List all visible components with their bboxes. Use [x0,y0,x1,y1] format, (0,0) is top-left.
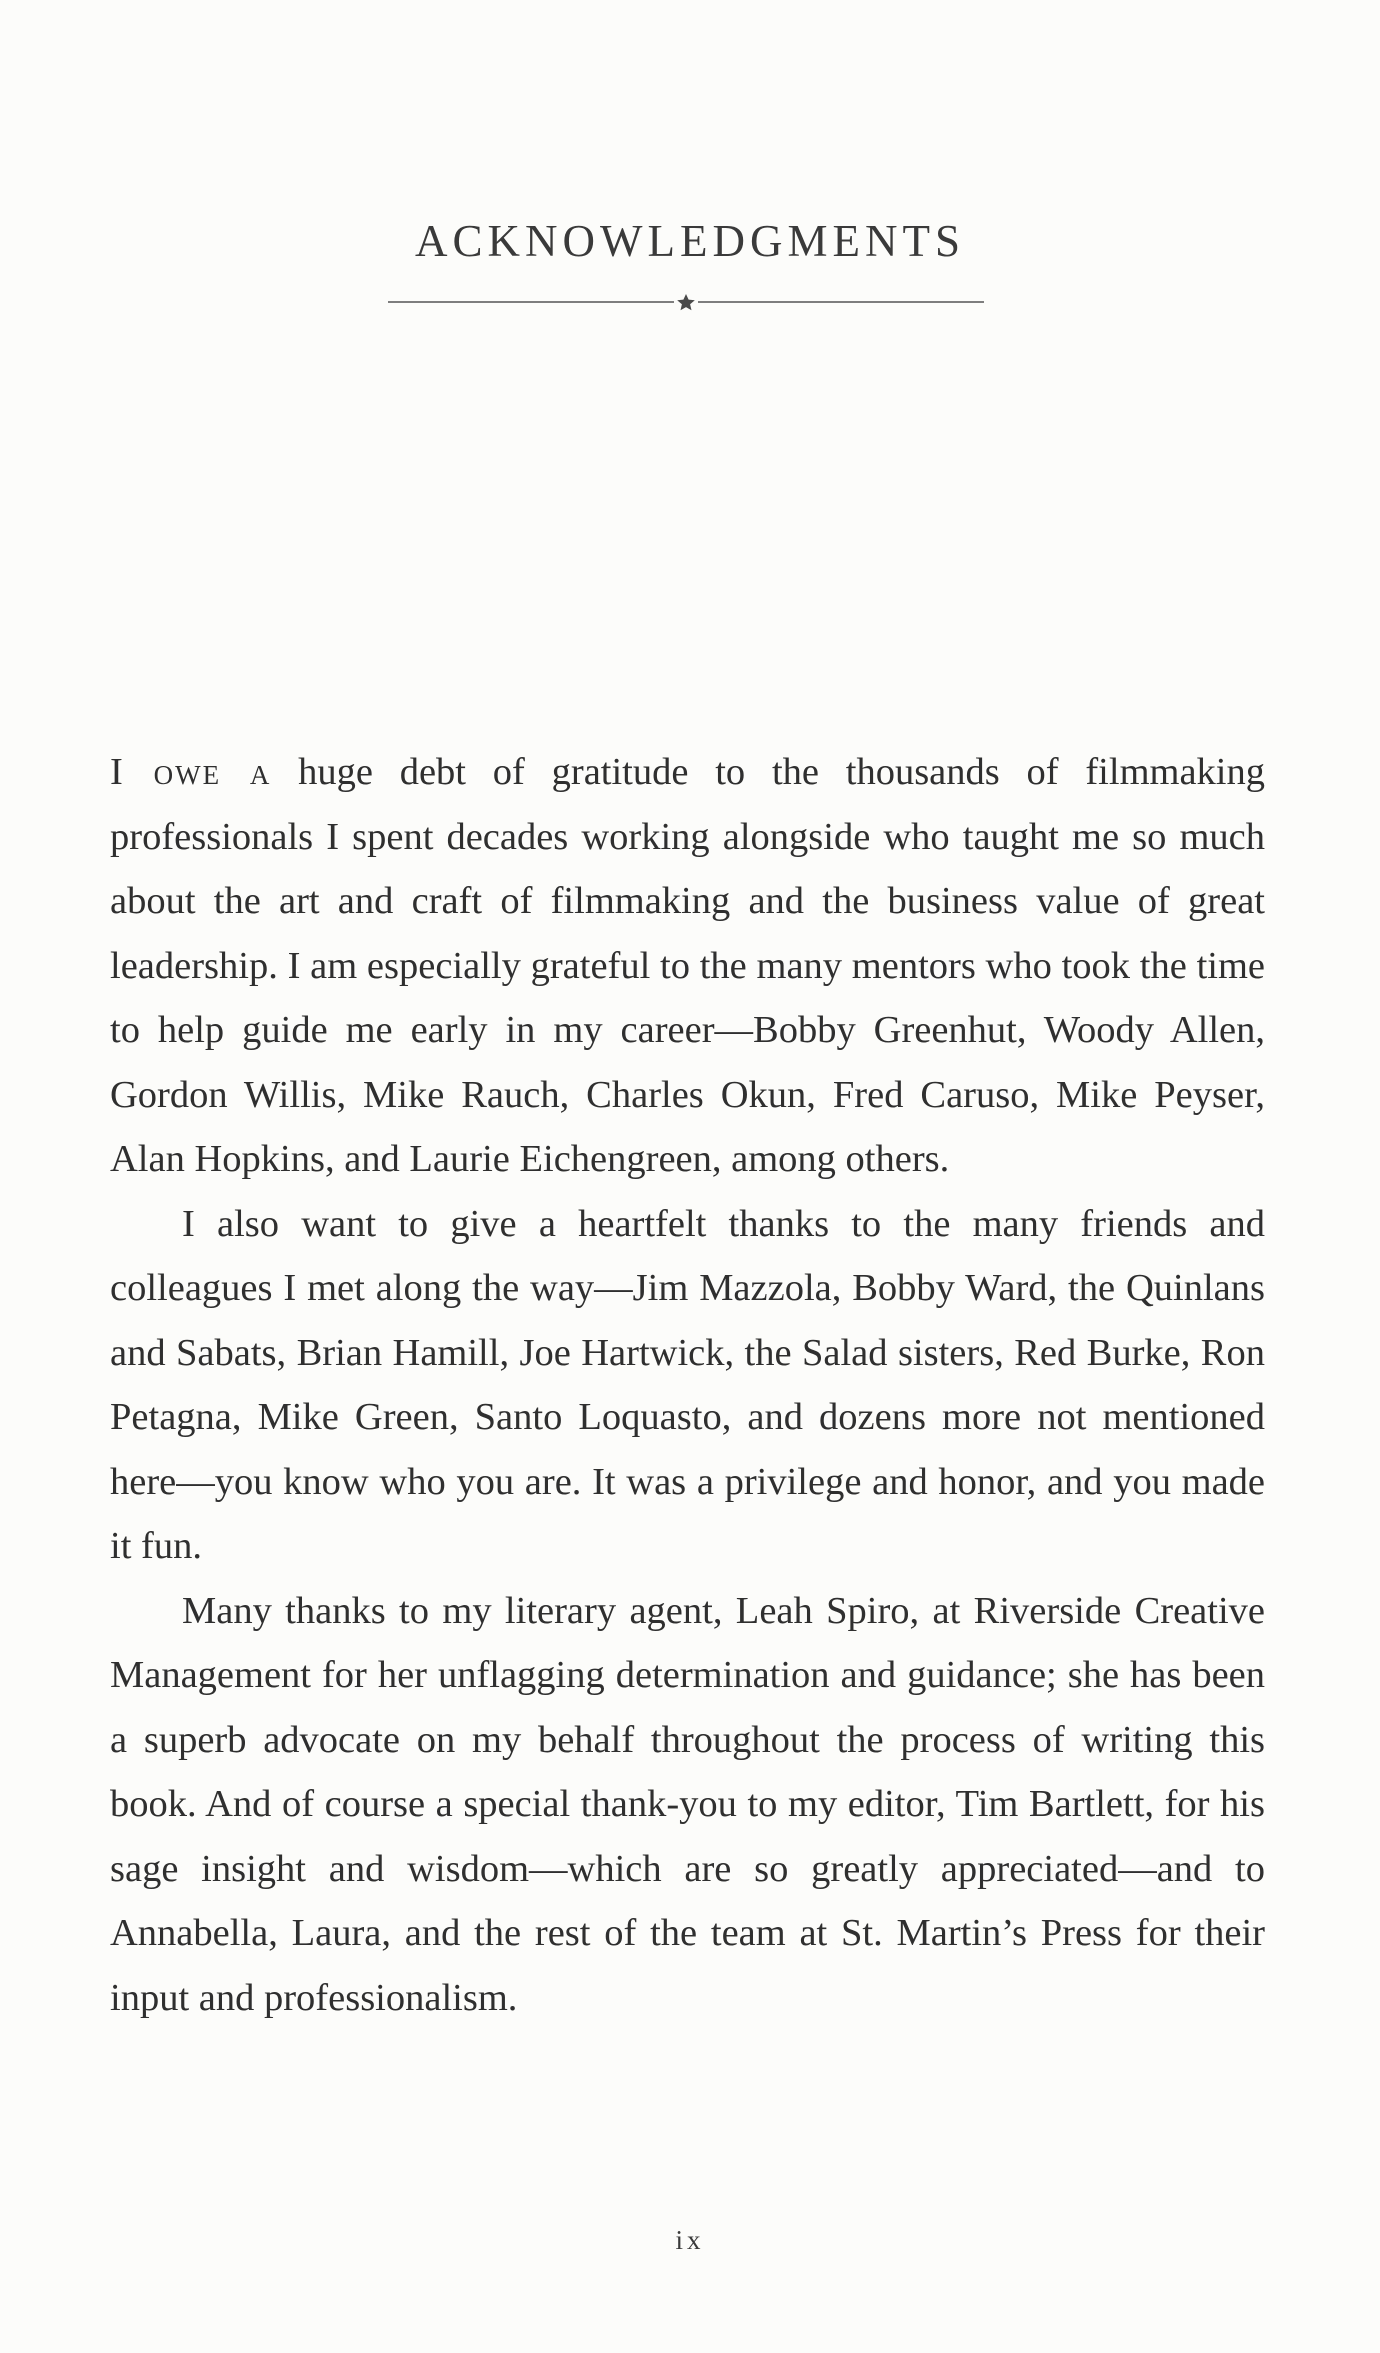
ornament-star [677,294,695,310]
paragraph-3: Many thanks to my literary agent, Leah Spiro, at Riverside Creative Management for her unflagging determination and guidance; she has been a superb advocate on my behalf throughout the process of writing this book. And of course a special thank-you to my editor, Tim Bartlett, for his sage insight and wisdom—which are so greatly appreciated—and to Annabella, Laura, and the rest of the team at St. Martin’s Press for their input and professionalism. [110,1589,1265,2019]
acknowledgments-body [110,740,1265,2030]
chapter-title: ACKNOWLEDGMENTS [415,216,965,266]
paragraph-1-text: huge debt of gratitude to the thousands of filmmaking professionals I spent decades working alongside who taught me so much about the art and craft of filmmaking and the business value of great leadership. I am especially grateful to the many mentors who took the time to help guide me early in my career—Bobby Greenhut, Woody Allen, Gordon Willis, Mike Rauch, Charles Okun, Fred Caruso, Mike Peyser, Alan Hopkins, and Laurie Eichengreen, among others. [110,751,1265,1180]
page-number: ix [675,2225,705,2255]
paragraph-2: I also want to give a heartfelt thanks to the many friends and colleagues I met along the way—Jim Mazzola, Bobby Ward, the Quinlans and Sabats, Brian Hamill, Joe Hartwick, the Salad sisters, Red Burke, Ron Petagna, Mike Green, Santo Loquasto, and dozens more not mentioned here—you know who you are. It was a privilege and honor, and you made it fun. [110,1202,1265,1567]
star-rule-icon [388,292,984,312]
paragraph-lead-in: I owe a [110,751,272,793]
paragraph-1 [110,740,1265,1192]
